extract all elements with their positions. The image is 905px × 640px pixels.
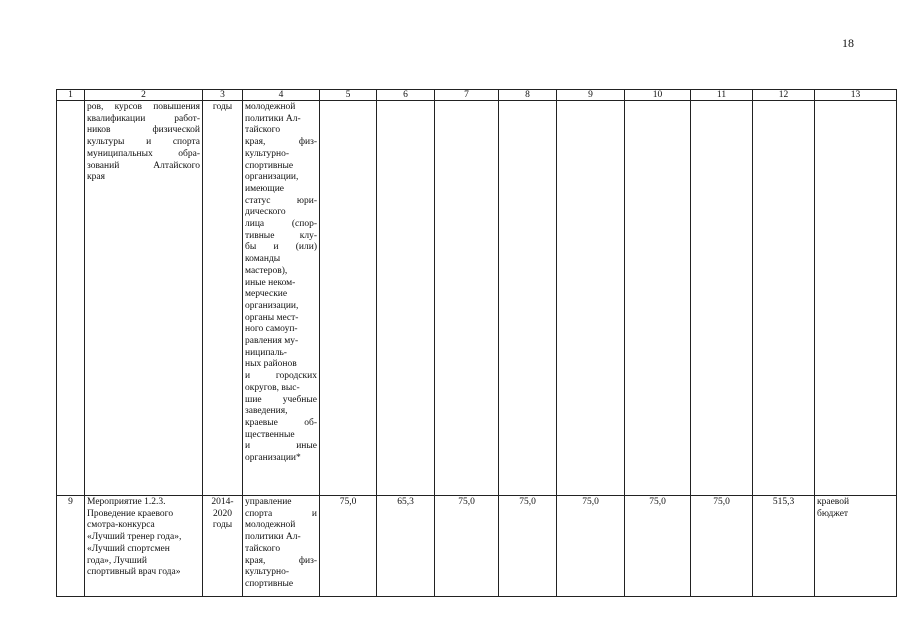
text-line: года», Лучший bbox=[87, 555, 147, 566]
text-line: мастеров), bbox=[245, 265, 288, 276]
row-number: 9 bbox=[57, 496, 85, 597]
program-table bbox=[56, 89, 897, 597]
text-line: смотра-конкурса bbox=[87, 520, 155, 531]
text-line: культурно- bbox=[245, 148, 290, 159]
measure-name-cell bbox=[85, 496, 203, 597]
executors-cell bbox=[243, 496, 320, 597]
value-cell bbox=[557, 101, 625, 496]
text-line: края, физ- bbox=[245, 137, 317, 148]
row-number bbox=[57, 101, 85, 496]
text-line: краевой bbox=[817, 497, 850, 507]
text-line: краевые об- bbox=[245, 417, 317, 428]
value-cell bbox=[377, 101, 435, 496]
text-line: равления му- bbox=[245, 336, 299, 347]
text-line: политики Ал- bbox=[245, 532, 301, 543]
text-line: дического bbox=[245, 207, 286, 218]
text-line: «Лучший тренер года», bbox=[87, 532, 182, 543]
text-line: статус юри- bbox=[245, 195, 317, 206]
text-line: мерческие bbox=[245, 289, 288, 300]
header-cell: 12 bbox=[753, 90, 815, 101]
value-cell: 65,3 bbox=[377, 496, 435, 597]
text-line: округов, выс- bbox=[245, 382, 300, 393]
value-cell: 75,0 bbox=[320, 496, 377, 597]
text-line: Мероприятие 1.2.3. bbox=[87, 497, 166, 507]
text-line: 2014- bbox=[211, 497, 234, 507]
header-cell: 11 bbox=[691, 90, 753, 101]
text-line: организации, bbox=[245, 172, 299, 183]
text-line: политики Ал- bbox=[245, 113, 301, 124]
executors-cell bbox=[243, 101, 320, 496]
text-line: ров, курсов повышения bbox=[87, 102, 200, 112]
period-cell: годы bbox=[203, 101, 243, 496]
text-line: молодежной bbox=[245, 520, 296, 531]
text-line: квалификации работ- bbox=[87, 113, 200, 124]
text-line: спортивные bbox=[245, 160, 294, 171]
text-line: щественные bbox=[245, 429, 295, 440]
text-line: бюджет bbox=[817, 508, 849, 519]
text-line: молодежной bbox=[245, 102, 296, 112]
value-cell bbox=[691, 101, 753, 496]
text-line: зований Алтайского bbox=[87, 160, 200, 171]
text-line: ниципаль- bbox=[245, 347, 287, 358]
text-line: команды bbox=[245, 254, 281, 265]
header-cell: 6 bbox=[377, 90, 435, 101]
value-cell: 75,0 bbox=[435, 496, 499, 597]
header-cell: 8 bbox=[499, 90, 557, 101]
text-line: и городских bbox=[245, 371, 317, 382]
value-cell bbox=[320, 101, 377, 496]
text-line: организации* bbox=[245, 453, 301, 464]
text-line: шие учебные bbox=[245, 394, 317, 405]
header-cell: 5 bbox=[320, 90, 377, 101]
funding-source-cell bbox=[815, 101, 897, 496]
text-line: и иные bbox=[245, 441, 317, 452]
text-line: организации, bbox=[245, 300, 299, 311]
text-line: края bbox=[87, 172, 105, 183]
funding-source-cell bbox=[815, 496, 897, 597]
text-line: культуры и спорта bbox=[87, 137, 200, 148]
value-cell: 75,0 bbox=[691, 496, 753, 597]
value-cell: 75,0 bbox=[625, 496, 691, 597]
header-row bbox=[57, 90, 897, 101]
total-value-cell: 515,3 bbox=[753, 496, 815, 597]
text-line: спорта и bbox=[245, 508, 317, 519]
value-cell bbox=[753, 101, 815, 496]
header-cell: 1 bbox=[57, 90, 85, 101]
value-cell bbox=[499, 101, 557, 496]
value-cell bbox=[625, 101, 691, 496]
header-cell: 4 bbox=[243, 90, 320, 101]
value-cell bbox=[435, 101, 499, 496]
text-line: лица (спор- bbox=[245, 219, 317, 230]
text-line: спортивные bbox=[245, 578, 294, 589]
text-line: края, физ- bbox=[245, 555, 317, 566]
text-line: заведения, bbox=[245, 406, 288, 417]
header-cell: 9 bbox=[557, 90, 625, 101]
text-line: 2020 bbox=[213, 508, 232, 519]
period-cell bbox=[203, 496, 243, 597]
text-line: тайского bbox=[245, 543, 281, 554]
table-row bbox=[57, 101, 897, 496]
text-line: годы bbox=[212, 520, 233, 531]
text-line: культурно- bbox=[245, 567, 290, 578]
text-line: управление bbox=[245, 497, 292, 507]
text-line: «Лучший спортсмен bbox=[87, 543, 170, 554]
header-cell: 2 bbox=[85, 90, 203, 101]
text-line: ного самоуп- bbox=[245, 324, 298, 335]
header-cell: 7 bbox=[435, 90, 499, 101]
text-line: имеющие bbox=[245, 183, 285, 194]
text-line: тивные клу- bbox=[245, 230, 317, 241]
text-line: бы и (или) bbox=[245, 242, 317, 253]
text-line: Проведение краевого bbox=[87, 508, 174, 519]
text-line: ников физической bbox=[87, 125, 200, 136]
text-line: муниципальных обра- bbox=[87, 148, 200, 159]
measure-name-cell bbox=[85, 101, 203, 496]
header-cell: 3 bbox=[203, 90, 243, 101]
value-cell: 75,0 bbox=[557, 496, 625, 597]
header-cell: 10 bbox=[625, 90, 691, 101]
value-cell: 75,0 bbox=[499, 496, 557, 597]
text-line: тайского bbox=[245, 125, 281, 136]
table-row bbox=[57, 496, 897, 597]
header-cell: 13 bbox=[815, 90, 897, 101]
text-line: спортивный врач года» bbox=[87, 567, 181, 578]
text-line: ных районов bbox=[245, 359, 297, 370]
text-line: иные неком- bbox=[245, 277, 296, 288]
text-line: органы мест- bbox=[245, 312, 299, 323]
page-number: 18 bbox=[842, 36, 854, 50]
